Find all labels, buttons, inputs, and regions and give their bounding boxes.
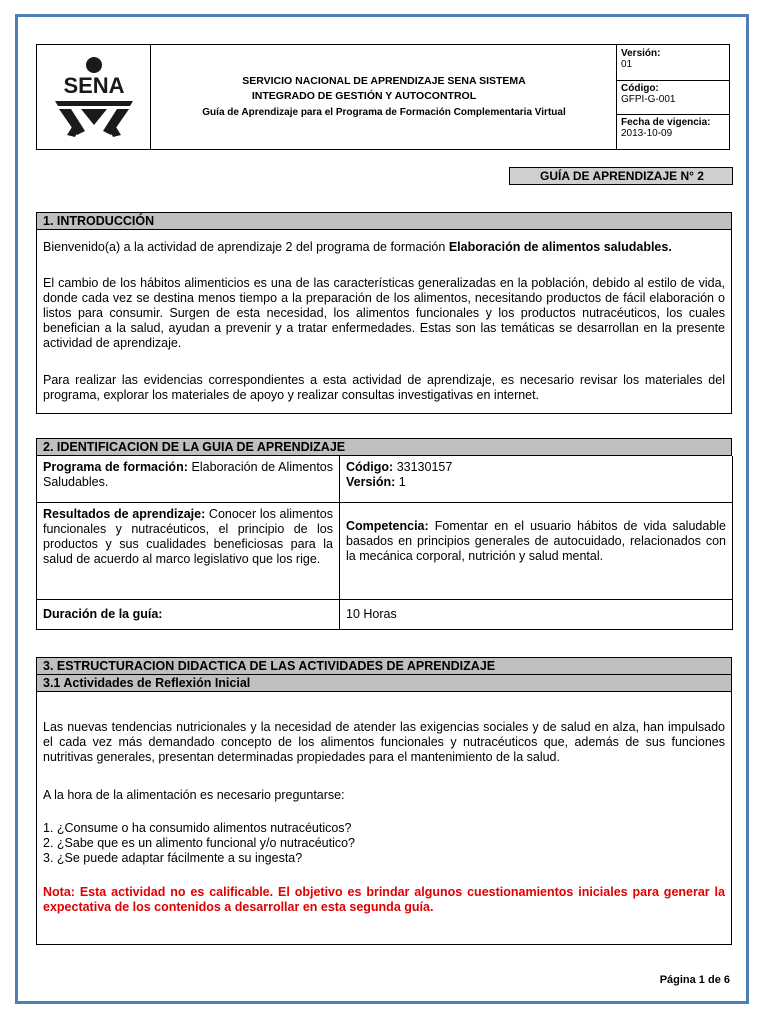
- sena-logo-icon: [37, 45, 149, 149]
- id-version-value: 1: [395, 475, 406, 489]
- code-version-cell: [340, 456, 733, 503]
- introduction-paragraph-1: [43, 240, 725, 255]
- question-2: 2. ¿Sabe que es un alimento funcional y/o nutracéutico?: [43, 836, 356, 850]
- structure-section: [36, 657, 732, 945]
- results-label: Resultados de aprendizaje:: [43, 507, 206, 521]
- duration-label: Duración de la guía:: [43, 607, 163, 621]
- competence-cell: [340, 503, 733, 600]
- page-number: Página 1 de 6: [659, 974, 730, 986]
- reflection-subheading: 3.1 Actividades de Reflexión Inicial: [37, 675, 731, 692]
- duration-value-cell: [340, 600, 733, 630]
- date-value: 2013-10-09: [621, 128, 673, 139]
- competence-label: Competencia:: [346, 519, 429, 533]
- guide-title: GUÍA DE APRENDIZAJE N° 2: [509, 167, 733, 185]
- version-cell: [617, 45, 729, 81]
- program-value: Elaboración de Alimentos Saludables.: [43, 460, 333, 489]
- header-title-block: [151, 45, 617, 149]
- program-name-bold: Elaboración de alimentos saludables.: [448, 240, 672, 254]
- structure-heading: 3. ESTRUCTURACION DIDACTICA DE LAS ACTIVIDADES DE APRENDIZAJE: [37, 658, 731, 675]
- sena-logo: [37, 45, 151, 149]
- note-text: Nota: Esta actividad no es calificable. El objetivo es brindar algunos cuestionamientos iniciales para generar la expectativa de los contenidos a desarrollar en esta segunda guía.: [43, 885, 725, 914]
- introduction-p1-text: Bienvenido(a) a la actividad de aprendizaje 2 del programa de formación: [43, 240, 449, 254]
- reflection-paragraph-2: A la hora de la alimentación es necesario preguntarse:: [43, 788, 345, 802]
- competence-value: Fomentar en el usuario hábitos de vida saludable basados en principios generales de autocuidado, relacionados con la mecánica corporal, nutrición y salud mental.: [346, 519, 726, 563]
- identification-section: [36, 438, 732, 630]
- code-label: Código:: [621, 83, 659, 94]
- introduction-section: [36, 212, 732, 414]
- program-cell: [37, 456, 340, 503]
- id-code-label: Código:: [346, 460, 394, 474]
- code-cell: [617, 81, 729, 115]
- introduction-heading: 1. INTRODUCCIÓN: [37, 213, 731, 230]
- duration-value: 10 Horas: [346, 607, 397, 621]
- identification-heading: 2. IDENTIFICACION DE LA GUIA DE APRENDIZAJE: [37, 439, 732, 456]
- version-label: Versión:: [621, 48, 661, 59]
- header-title-line2: INTEGRADO DE GESTIÓN Y AUTOCONTROL: [251, 90, 477, 102]
- id-code-value: 33130157: [393, 460, 453, 474]
- document-header: [36, 44, 730, 150]
- code-value: GFPI-G-001: [621, 94, 676, 105]
- results-value: Conocer los alimentos funcionales y nutracéuticos, el principio de los productos y sus cualidades beneficiosas para la salud de acuerdo al marco legislativo que los rige.: [43, 507, 333, 566]
- question-1: 1. ¿Consume o ha consumido alimentos nutracéuticos?: [43, 821, 352, 835]
- introduction-paragraph-2: El cambio de los hábitos alimenticios es una de las características generalizadas en la población, debido al estilo de vida, donde cada vez se destina menos tiempo a la preparación de los alimentos, necesitando productos de fácil elaboración o listos para consumir. Surgen de esta necesidad, los alimentos funcionales y los productos nutracéuticos, los cuales benefician a la salud, ayudan a prevenir y a tratar enfermedades. Estas son las temáticas se desarrollan en la presente actividad de aprendizaje.: [43, 276, 725, 350]
- question-3: 3. ¿Se puede adaptar fácilmente a su ingesta?: [43, 851, 303, 865]
- date-label: Fecha de vigencia:: [621, 117, 711, 128]
- header-title-line1: SERVICIO NACIONAL DE APRENDIZAJE SENA SISTEMA: [242, 75, 526, 87]
- version-value: 01: [621, 59, 633, 70]
- header-meta: [617, 45, 729, 149]
- header-title-line3: Guía de Aprendizaje para el Programa de Formación Complementaria Virtual: [202, 107, 566, 118]
- date-cell: [617, 115, 729, 149]
- results-cell: [37, 503, 340, 600]
- introduction-paragraph-3: Para realizar las evidencias correspondientes a esta actividad de aprendizaje, es necesario revisar los materiales del programa, explorar los materiales de apoyo y realizar consultas investigativas en internet.: [43, 373, 725, 402]
- logo-text: SENA: [63, 73, 125, 98]
- program-label: Programa de formación:: [43, 460, 188, 474]
- duration-label-cell: [37, 600, 340, 630]
- id-version-label: Versión:: [346, 475, 396, 489]
- reflection-paragraph-1: Las nuevas tendencias nutricionales y la necesidad de atender las exigencias sociales y de salud en alza, han impulsado el cada vez más demandado concepto de los alimentos funcionales y nutracéuticos que, además de sus funciones nutritivas generales, presentan determinadas propiedades para el mantenimiento de la salud.: [43, 720, 725, 764]
